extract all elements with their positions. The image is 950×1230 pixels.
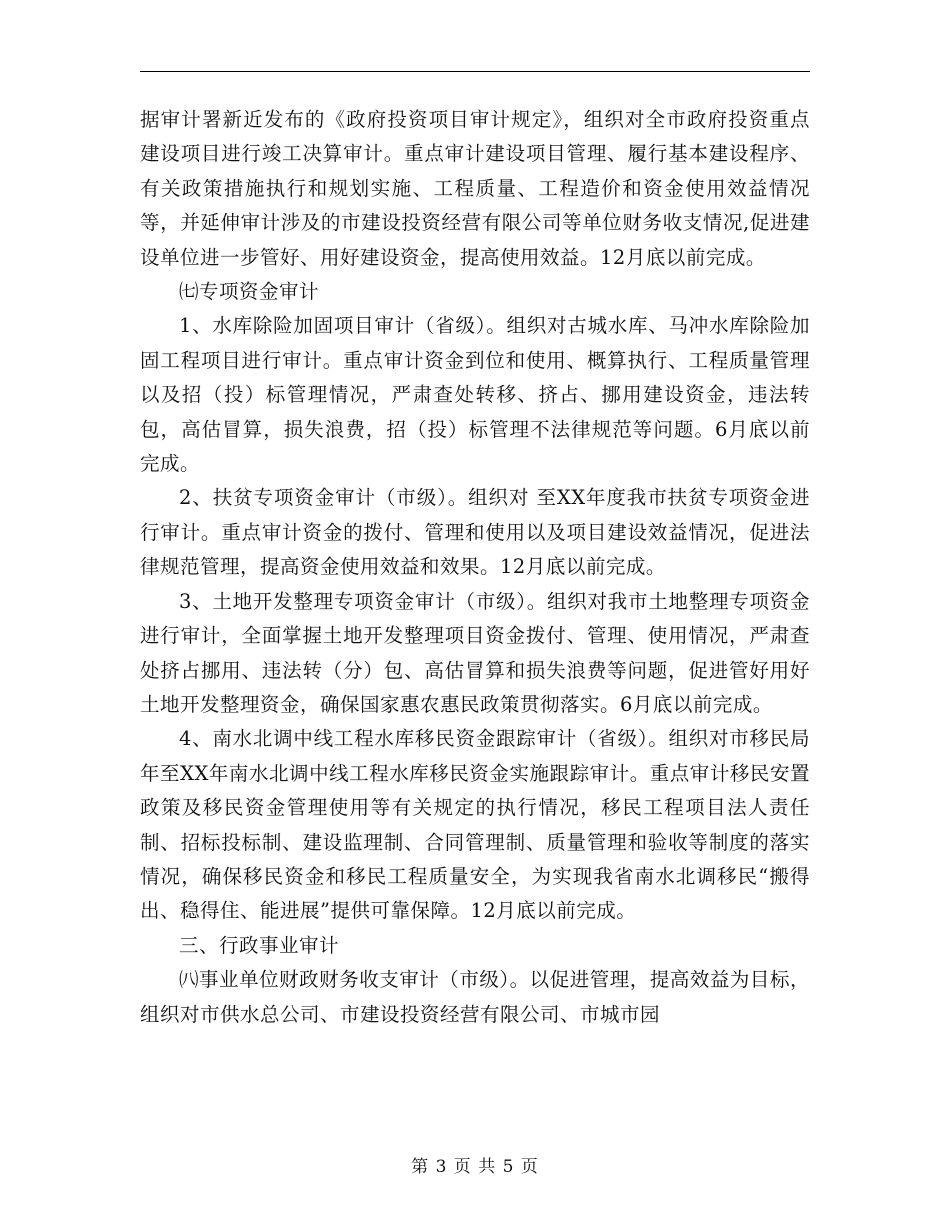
paragraph-reservoir-audit: 1、水库除险加固项目审计（省级）。组织对古城水库、马冲水库除险加固工程项目进行审计。重点审计资金到位和使用、概算执行、工程质量管理以及招（投）标管理情况，严肃查处转移、挤占、挪用建设资金，违法转包，高估冒算，损失浪费，招（投）标管理不法律规范等问题。6月底以前完成。 [140,314,810,476]
paragraph-poverty-funds-audit: 2、扶贫专项资金审计（市级）。组织对 至XX年度我市扶贫专项资金进行审计。重点审计资金的拨付、管理和使用以及项目建设效益情况，促进法律规范管理，提高资金使用效益和效果。12月底以前完成。 [140,486,810,579]
paragraph-institution-finance-audit: ㈧事业单位财政财务收支审计（市级）。以促进管理，提高效益为目标，组织对市供水总公司、市建设投资经营有限公司、市城市园 [140,968,810,1026]
paragraph-land-development-audit: 3、土地开发整理专项资金审计（市级）。组织对我市土地整理专项资金进行审计，全面掌握土地开发整理项目资金拨付、管理、使用情况，严肃查处挤占挪用、违法转（分）包、高估冒算和损失浪费等问题，促进管好用好土地开发整理资金，确保国家惠农惠民政策贯彻落实。6月底以前完成。 [140,589,810,716]
header-rule [140,71,810,72]
document-body [140,103,810,1032]
paragraph-south-north-water-audit: 4、南水北调中线工程水库移民资金跟踪审计（省级）。组织对市移民局年至XX年南水北调中线工程水库移民资金实施跟踪审计。重点审计移民安置政策及移民资金管理使用等有关规定的执行情况，移民工程项目法人责任制、招标投标制、建设监理制、合同管理制、质量管理和验收等制度的落实情况，确保移民资金和移民工程质量安全，为实现我省南水北调移民“搬得出、稳得住、能进展”提供可靠保障。12月底以前完成。 [140,727,810,923]
paragraph-project-audit: 据审计署新近发布的《政府投资项目审计规定》，组织对全市政府投资重点建设项目进行竣工决算审计。重点审计建设项目管理、履行基本建设程序、有关政策措施执行和规划实施、工程质量、工程造价和资金使用效益情况等，并延伸审计涉及的市建设投资经营有限公司等单位财务收支情况,促进建设单位进一步管好、用好建设资金，提高使用效益。12月底以前完成。 [140,108,810,269]
heading-special-funds-audit: ㈦专项资金审计 [179,280,320,304]
heading-administrative-audit: 三、行政事业审计 [179,933,340,957]
page-number-footer: 第 3 页 共 5 页 [411,1157,539,1177]
